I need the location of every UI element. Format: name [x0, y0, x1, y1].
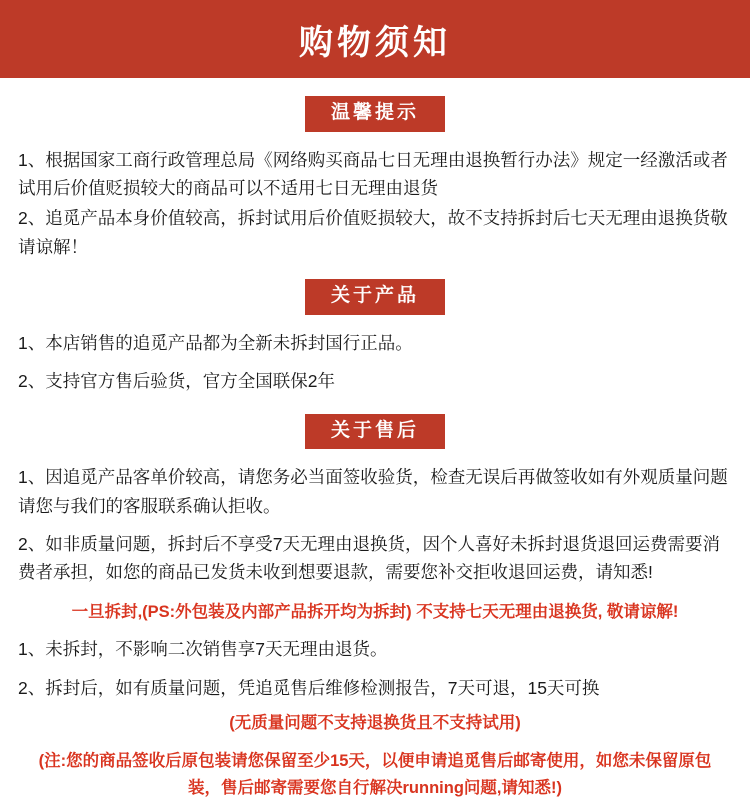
section-pill-label: 关于售后	[305, 414, 445, 450]
section-pill-label: 关于产品	[305, 279, 445, 315]
section-heading-aftersales	[18, 414, 732, 450]
notice-content	[0, 96, 750, 801]
section-body-product	[18, 329, 732, 396]
paragraph: 1、因追觅产品客单价较高，请您务必当面签收验货，检查无误后再做签收如有外观质量问题请您与我们的客服联系确认拒收。	[18, 467, 728, 516]
page-title: 购物须知	[299, 23, 451, 62]
paragraph: 2、如非质量问题，拆封后不享受7天无理由退换货，因个人喜好未拆封退货退回运费需要消费者承担，如您的商品已发货未收到想要退款，需要您补交拒收退回运费，请知悉!	[18, 534, 720, 583]
paragraph: 2、支持官方售后验货，官方全国联保2年	[18, 371, 335, 392]
section-heading-tips	[18, 96, 732, 132]
spacer	[18, 522, 732, 530]
paragraph: 1、本店销售的追觅产品都为全新未拆封国行正品。	[18, 332, 413, 353]
spacer	[18, 359, 732, 367]
section-heading-product	[18, 279, 732, 315]
opened-package-notice: 一旦拆封,(PS:外包装及内部产品拆开均为拆封) 不支持七天无理由退换货, 敬请谅解!	[71, 602, 679, 621]
section-body-aftersales	[18, 463, 732, 586]
list-item: 2、拆封后，如有质量问题，凭追觅售后维修检测报告，7天可退，15天可换	[18, 677, 600, 698]
spacer	[18, 666, 732, 674]
return-conditions-list	[18, 635, 732, 702]
packaging-retention-notice: (注:您的商品签收后原包装请您保留至少15天，以便申请追觅售后邮寄使用，如您未保留原包装，售后邮寄需要您自行解决running问题,请知悉!)	[38, 752, 712, 797]
section-pill-label: 温馨提示	[305, 96, 445, 132]
section-body-tips	[18, 146, 732, 261]
paragraph: 1、根据国家工商行政管理总局《网络购买商品七日无理由退换暂行办法》规定一经激活或者试用后价值贬损较大的商品可以不适用七日无理由退货	[18, 149, 728, 199]
no-quality-issue-notice: (无质量问题不支持退换货且不支持试用)	[229, 713, 521, 732]
page-header	[0, 0, 750, 78]
paragraph: 2、追觅产品本身价值较高，拆封试用后价值贬损较大，故不支持拆封后七天无理由退换货敬请谅解！	[18, 208, 728, 257]
list-item: 1、未拆封，不影响二次销售享7天无理由退货。	[18, 639, 388, 660]
